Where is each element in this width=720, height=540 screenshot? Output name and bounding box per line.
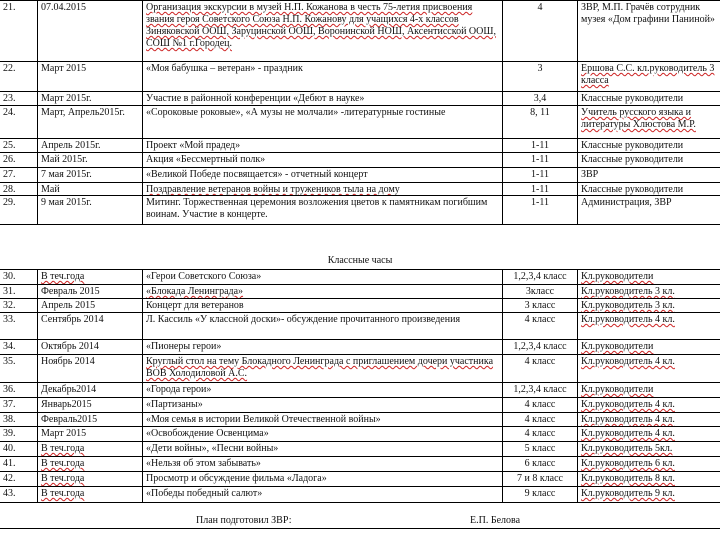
row-responsible: Кл.руководители xyxy=(581,271,654,282)
row-responsible-cell xyxy=(578,168,720,183)
row-responsible-cell xyxy=(578,299,720,313)
table-row xyxy=(0,61,720,92)
table-row xyxy=(0,426,720,442)
row-date-cell xyxy=(38,355,143,383)
row-class: 1,2,3,4 класс xyxy=(513,341,567,352)
row-number: 32. xyxy=(3,300,16,311)
row-date: Апрель 2015г. xyxy=(41,140,101,151)
row-event: Круглый стол на тему Блокадного Ленинграда с приглашением дочери участника ВОВ Холодиловой А.С. xyxy=(146,356,494,379)
row-number: 28. xyxy=(3,184,16,195)
row-event-cell xyxy=(143,427,503,442)
row-responsible: Кл.руководитель 4 кл. xyxy=(581,356,675,367)
row-class-cell xyxy=(503,355,578,383)
row-event: «Партизаны» xyxy=(146,399,203,410)
row-number-cell xyxy=(0,340,38,355)
row-event: Просмотр и обсуждение фильма «Ладога» xyxy=(146,473,327,484)
row-responsible: Кл.руководитель 4 кл. xyxy=(581,414,675,425)
row-date: Март, Апрель2015г. xyxy=(41,107,125,118)
row-class: 1-11 xyxy=(531,154,549,165)
table-row xyxy=(0,412,720,427)
row-responsible: Кл.руководитель 4 кл. xyxy=(581,399,675,410)
row-date: Апрель 2015 xyxy=(41,300,96,311)
row-number-cell xyxy=(0,139,38,153)
row-number: 22. xyxy=(3,63,16,74)
row-responsible: Классные руководители xyxy=(581,154,684,165)
row-number: 42. xyxy=(3,473,16,484)
row-responsible-cell xyxy=(578,442,720,457)
row-responsible-cell xyxy=(578,92,720,106)
row-event: «Нельзя об этом забывать» xyxy=(146,458,261,469)
row-date-cell xyxy=(38,472,143,487)
row-date: Октябрь 2014 xyxy=(41,341,99,352)
row-responsible: Кл.руководитель 3 кл. xyxy=(581,300,675,311)
row-event: Митинг. Торжественная церемония возложения цветов к памятникам погибшим воинам. Участие в концерте. xyxy=(146,197,488,220)
row-date: Март 2015 xyxy=(41,428,87,439)
row-class-cell xyxy=(503,398,578,413)
row-date-cell xyxy=(38,413,143,427)
row-responsible-cell xyxy=(578,487,720,502)
row-event-cell xyxy=(143,270,503,285)
row-date-cell xyxy=(38,106,143,139)
row-event: Проект «Мой прадед» xyxy=(146,140,241,151)
row-number-cell xyxy=(0,106,38,139)
row-date: В теч.года xyxy=(41,271,85,282)
row-event: «Блокада Ленинграда» xyxy=(146,286,244,297)
row-date-cell xyxy=(38,285,143,299)
row-number-cell xyxy=(0,168,38,183)
row-event-cell xyxy=(143,153,503,168)
row-event-cell xyxy=(143,106,503,139)
row-responsible-cell xyxy=(578,270,720,285)
table-row xyxy=(0,441,720,457)
row-class-cell xyxy=(503,92,578,106)
row-date-cell xyxy=(38,270,143,285)
row-event: «Герои Советского Союза» xyxy=(146,271,262,282)
table-row xyxy=(0,152,720,168)
row-date: Май 2015г. xyxy=(41,154,88,165)
row-event: «Моя бабушка – ветеран» - праздник xyxy=(146,63,303,74)
row-class: 3,4 xyxy=(533,93,547,104)
row-responsible: Классные руководители xyxy=(581,140,684,151)
row-responsible-cell xyxy=(578,1,720,62)
row-class-cell xyxy=(503,487,578,502)
row-event-cell xyxy=(143,383,503,398)
row-class-cell xyxy=(503,139,578,153)
row-class-cell xyxy=(503,313,578,340)
row-date-cell xyxy=(38,442,143,457)
row-responsible-cell xyxy=(578,383,720,398)
row-number-cell xyxy=(0,285,38,299)
row-class: 6 класс xyxy=(524,458,556,469)
row-number: 26. xyxy=(3,154,16,165)
row-number-cell xyxy=(0,472,38,487)
table-row xyxy=(0,0,720,62)
signature-label: План подготовил ЗВР: xyxy=(196,515,292,526)
bottom-rule xyxy=(0,528,720,529)
row-date-cell xyxy=(38,457,143,472)
row-number: 34. xyxy=(3,341,16,352)
row-number: 21. xyxy=(3,2,16,13)
row-event: Организация экскурсии в музей Н.П. Кожанова в честь 75-летия присвоения звания героя Советского Союза Н.П. Кожанову для учащихся 4-х классов Зиняковской ООШ, Заруцинской ООШ, Воронинской НОШ, Аксентисской ООШ, СОШ №1 г.Городец. xyxy=(146,2,496,49)
row-event: «Города герои» xyxy=(146,384,212,395)
row-class: 8, 11 xyxy=(530,107,550,118)
row-event-cell xyxy=(143,355,503,383)
row-date: В теч.года xyxy=(41,488,85,499)
row-class: 3класс xyxy=(525,286,555,297)
row-date: Март 2015г. xyxy=(41,93,92,104)
row-class: 3 xyxy=(537,63,543,74)
row-responsible-cell xyxy=(578,62,720,92)
row-responsible: Администрация, ЗВР xyxy=(581,197,672,208)
row-class-cell xyxy=(503,340,578,355)
table-row xyxy=(0,284,720,299)
row-date-cell xyxy=(38,153,143,168)
row-class: 3 класс xyxy=(524,300,556,311)
row-number-cell xyxy=(0,398,38,413)
row-responsible-cell xyxy=(578,355,720,383)
row-number: 43. xyxy=(3,488,16,499)
row-responsible: Кл.руководитель 5кл. xyxy=(581,443,673,454)
row-date: В теч.года xyxy=(41,443,85,454)
row-class-cell xyxy=(503,270,578,285)
row-responsible: Кл.руководитель 8 кл. xyxy=(581,473,675,484)
row-date: Март 2015 xyxy=(41,63,87,74)
row-responsible: Кл.руководители xyxy=(581,341,654,352)
row-date: Февраль2015 xyxy=(41,414,98,425)
row-event-cell xyxy=(143,1,503,62)
row-number: 35. xyxy=(3,356,16,367)
row-class: 1,2,3,4 класс xyxy=(513,384,567,395)
row-event: Поздравление ветеранов войны и тружеников тыла на дому xyxy=(146,184,400,195)
row-event: Концерт для ветеранов xyxy=(146,300,244,311)
row-class-cell xyxy=(503,457,578,472)
row-responsible-cell xyxy=(578,427,720,442)
row-class: 4 класс xyxy=(524,314,556,325)
table-row xyxy=(0,105,720,139)
row-responsible-cell xyxy=(578,457,720,472)
row-event-cell xyxy=(143,92,503,106)
row-number: 37. xyxy=(3,399,16,410)
row-number-cell xyxy=(0,270,38,285)
row-class-cell xyxy=(503,427,578,442)
row-class: 1-11 xyxy=(531,169,549,180)
table-row xyxy=(0,456,720,472)
row-responsible: Кл.руководитель 3 кл. xyxy=(581,286,675,297)
row-number: 29. xyxy=(3,197,16,208)
row-date-cell xyxy=(38,487,143,502)
row-class-cell xyxy=(503,106,578,139)
row-date: Январь2015 xyxy=(41,399,92,410)
row-number-cell xyxy=(0,457,38,472)
row-class-cell xyxy=(503,1,578,62)
row-date-cell xyxy=(38,427,143,442)
row-responsible: Кл.руководитель 6 кл. xyxy=(581,458,675,469)
row-class: 4 класс xyxy=(524,414,556,425)
row-responsible: Ершова С.С. кл.руководитель 3 класса xyxy=(581,63,715,86)
table-row xyxy=(0,382,720,398)
row-class: 7 и 8 класс xyxy=(516,473,563,484)
row-responsible-cell xyxy=(578,340,720,355)
row-event-cell xyxy=(143,285,503,299)
table-row xyxy=(0,339,720,355)
row-number-cell xyxy=(0,1,38,62)
row-responsible: Кл.руководитель 9 кл. xyxy=(581,488,675,499)
row-responsible-cell xyxy=(578,285,720,299)
row-number-cell xyxy=(0,383,38,398)
row-date-cell xyxy=(38,1,143,62)
row-event: «Пионеры герои» xyxy=(146,341,222,352)
row-class-cell xyxy=(503,168,578,183)
row-responsible: Учитель русского языка и литературы Хлюстова М.Р. xyxy=(581,107,696,130)
row-event-cell xyxy=(143,487,503,502)
row-event: «Моя семья в истории Великой Отечественной войны» xyxy=(146,414,381,425)
row-number-cell xyxy=(0,153,38,168)
row-date-cell xyxy=(38,92,143,106)
row-event-cell xyxy=(143,457,503,472)
row-event: Участие в районной конференции «Дебют в науке» xyxy=(146,93,365,104)
row-number: 33. xyxy=(3,314,16,325)
row-class-cell xyxy=(503,383,578,398)
table-row xyxy=(0,269,720,285)
row-number-cell xyxy=(0,196,38,224)
row-date: В теч.года xyxy=(41,473,85,484)
section-title: Классные часы xyxy=(327,255,393,266)
table-row xyxy=(0,167,720,183)
row-number: 25. xyxy=(3,140,16,151)
row-responsible-cell xyxy=(578,196,720,224)
row-class: 4 класс xyxy=(524,356,556,367)
row-class: 4 xyxy=(537,2,543,13)
row-event: «Победы победный салют» xyxy=(146,488,263,499)
row-responsible: Классные руководители xyxy=(581,184,684,195)
row-class: 5 класс xyxy=(524,443,556,454)
row-class-cell xyxy=(503,299,578,313)
table-row xyxy=(0,312,720,340)
row-responsible: ЗВР, М.П. Грачёв сотрудник музея «Дом графини Паниной» xyxy=(581,2,715,25)
row-event-cell xyxy=(143,313,503,340)
row-responsible: ЗВР xyxy=(581,169,599,180)
row-number: 31. xyxy=(3,286,16,297)
row-event: «Сороковые роковые», «А музы не молчали» -литературные гостиные xyxy=(146,107,446,118)
row-event-cell xyxy=(143,62,503,92)
row-date-cell xyxy=(38,139,143,153)
row-date: Ноябрь 2014 xyxy=(41,356,95,367)
row-number: 41. xyxy=(3,458,16,469)
row-responsible: Классные руководители xyxy=(581,93,684,104)
row-number-cell xyxy=(0,299,38,313)
row-number-cell xyxy=(0,313,38,340)
row-event-cell xyxy=(143,139,503,153)
table-row xyxy=(0,138,720,153)
row-event-cell xyxy=(143,340,503,355)
row-date: Декабрь2014 xyxy=(41,384,97,395)
row-responsible-cell xyxy=(578,413,720,427)
row-responsible-cell xyxy=(578,472,720,487)
row-date: Февраль 2015 xyxy=(41,286,100,297)
row-class: 1-11 xyxy=(531,140,549,151)
row-date-cell xyxy=(38,383,143,398)
row-number: 39. xyxy=(3,428,16,439)
row-date-cell xyxy=(38,196,143,224)
row-class: 9 класс xyxy=(524,488,556,499)
row-date-cell xyxy=(38,313,143,340)
row-responsible-cell xyxy=(578,153,720,168)
row-class: 1-11 xyxy=(531,197,549,208)
row-date: 07.04.2015 xyxy=(41,2,86,13)
row-date: 9 мая 2015г. xyxy=(41,197,92,208)
row-responsible: Кл.руководитель 4 кл. xyxy=(581,428,675,439)
row-date: Май xyxy=(41,184,60,195)
table-row xyxy=(0,195,720,225)
row-date: 7 мая 2015г. xyxy=(41,169,92,180)
row-event-cell xyxy=(143,299,503,313)
row-date: Сентябрь 2014 xyxy=(41,314,104,325)
row-responsible: Кл.руководитель 4 кл. xyxy=(581,314,675,325)
row-class-cell xyxy=(503,285,578,299)
table-row xyxy=(0,397,720,413)
row-class: 4 класс xyxy=(524,399,556,410)
row-class: 1-11 xyxy=(531,184,549,195)
row-class-cell xyxy=(503,62,578,92)
row-date-cell xyxy=(38,340,143,355)
row-event-cell xyxy=(143,168,503,183)
row-class: 1,2,3,4 класс xyxy=(513,271,567,282)
row-date-cell xyxy=(38,168,143,183)
table-row xyxy=(0,298,720,313)
row-number-cell xyxy=(0,427,38,442)
table-row xyxy=(0,354,720,383)
row-class-cell xyxy=(503,442,578,457)
row-event-cell xyxy=(143,442,503,457)
row-date-cell xyxy=(38,62,143,92)
row-event: Л. Кассиль «У классной доски»- обсуждение прочитанного произведения xyxy=(146,314,461,325)
row-number-cell xyxy=(0,487,38,502)
row-event-cell xyxy=(143,196,503,224)
row-responsible: Кл.руководители xyxy=(581,384,654,395)
row-number-cell xyxy=(0,92,38,106)
row-event: «Дети войны», «Песни войны» xyxy=(146,443,279,454)
row-class-cell xyxy=(503,196,578,224)
row-event-cell xyxy=(143,398,503,413)
row-number-cell xyxy=(0,355,38,383)
row-number-cell xyxy=(0,62,38,92)
row-number-cell xyxy=(0,413,38,427)
row-number: 38. xyxy=(3,414,16,425)
row-responsible-cell xyxy=(578,106,720,139)
row-number-cell xyxy=(0,442,38,457)
row-event: «Великой Победе посвящается» - отчетный концерт xyxy=(146,169,368,180)
row-date-cell xyxy=(38,398,143,413)
signature-name: Е.П. Белова xyxy=(470,515,521,526)
row-responsible-cell xyxy=(578,139,720,153)
row-number: 23. xyxy=(3,93,16,104)
row-number: 40. xyxy=(3,443,16,454)
row-event: Акция «Бессмертный полк» xyxy=(146,154,266,165)
row-event-cell xyxy=(143,413,503,427)
row-class-cell xyxy=(503,153,578,168)
row-date-cell xyxy=(38,299,143,313)
row-responsible-cell xyxy=(578,398,720,413)
row-class-cell xyxy=(503,472,578,487)
row-number: 27. xyxy=(3,169,16,180)
table-row xyxy=(0,486,720,503)
table-row xyxy=(0,91,720,106)
row-event: «Освобождение Освенцима» xyxy=(146,428,269,439)
row-class-cell xyxy=(503,413,578,427)
row-number: 24. xyxy=(3,107,16,118)
table-row xyxy=(0,182,720,196)
row-number: 30. xyxy=(3,271,16,282)
row-number: 36. xyxy=(3,384,16,395)
table-row xyxy=(0,471,720,487)
row-class: 4 класс xyxy=(524,428,556,439)
row-date: В теч.года xyxy=(41,458,85,469)
row-responsible-cell xyxy=(578,313,720,340)
row-event-cell xyxy=(143,472,503,487)
